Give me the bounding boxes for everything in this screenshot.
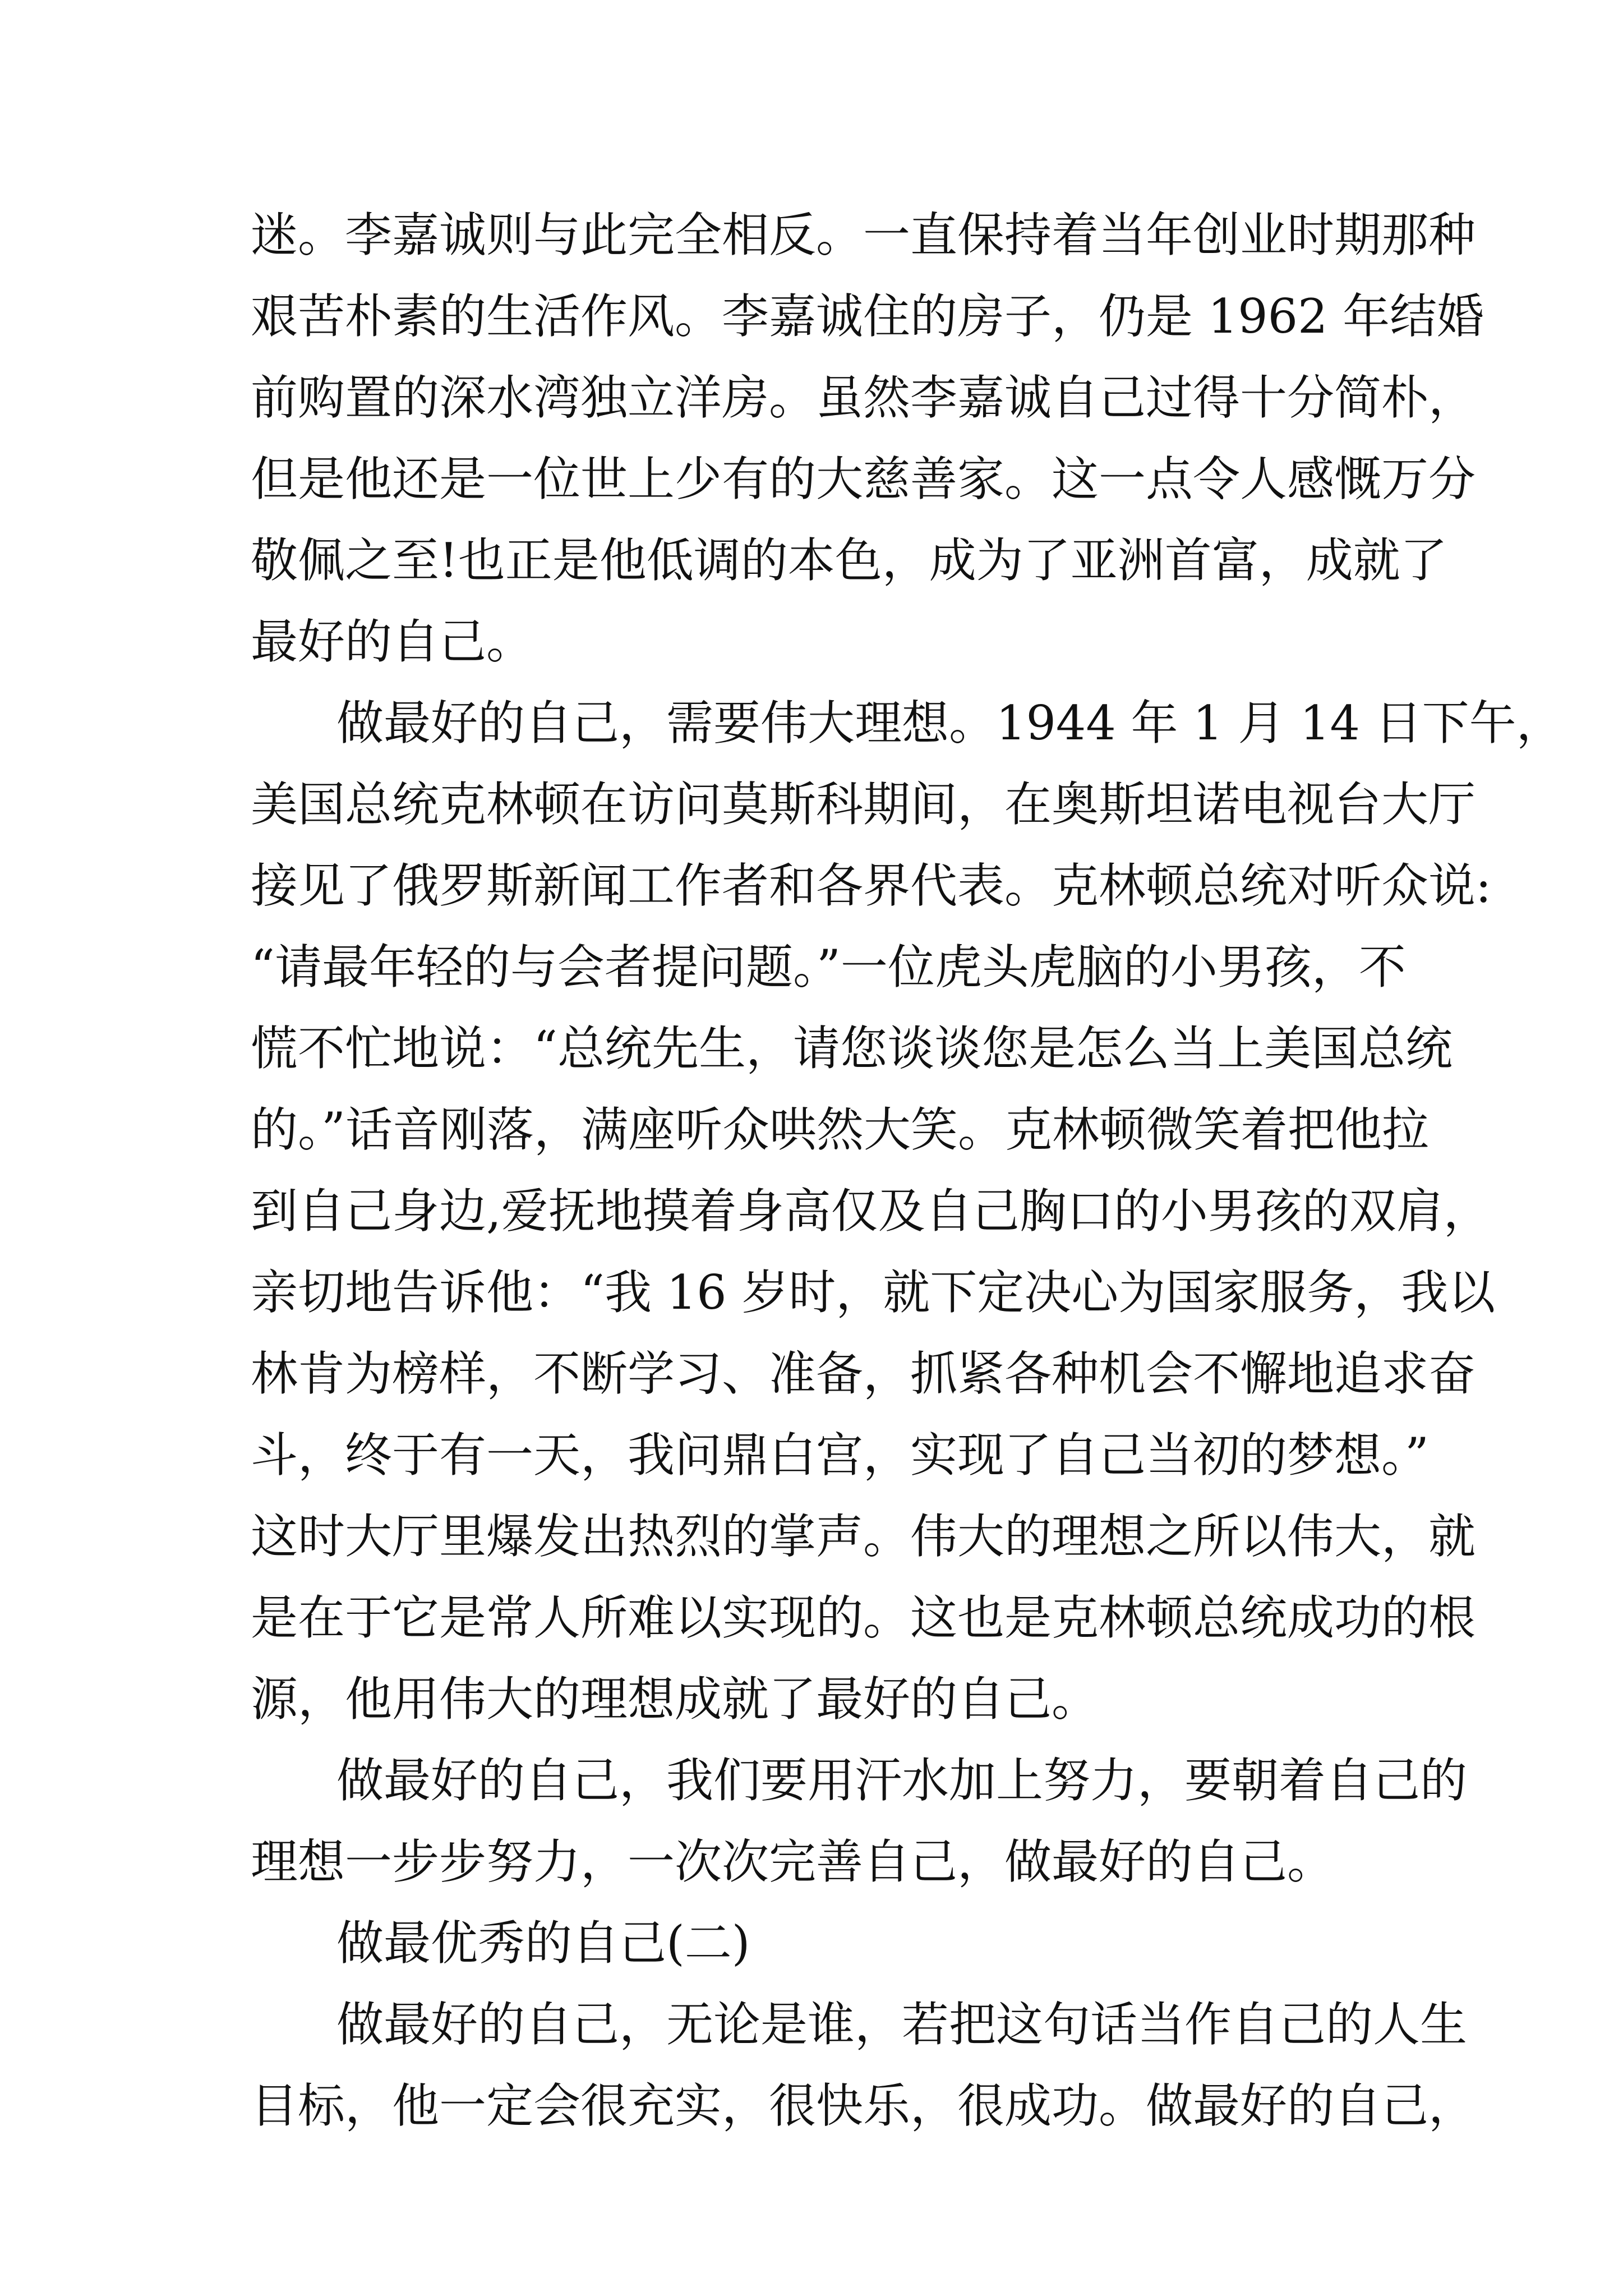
text-line: 的。”话音刚落，满座听众哄然大笑。克林顿微笑着把他拉 bbox=[251, 1102, 1429, 1157]
text-line: 目标，他一定会很充实，很快乐，很成功。做最好的自己， bbox=[251, 2078, 1476, 2133]
text-line: 但是他还是一位世上少有的大慈善家。这一点令人感慨万分 bbox=[251, 452, 1476, 507]
text-line: 到自己身边,爱抚地摸着身高仅及自己胸口的小男孩的双肩， bbox=[251, 1184, 1491, 1239]
section-heading: 做最优秀的自己(二) bbox=[336, 1916, 750, 1971]
text-line: 做最好的自己，我们要用汗水加上努力，要朝着自己的 bbox=[336, 1753, 1468, 1808]
text-line: 做最好的自己，需要伟大理想。1944 年 1 月 14 日下午， bbox=[336, 696, 1564, 751]
text-line: 斗，终于有一天，我问鼎白宫，实现了自己当初的梦想。” bbox=[251, 1428, 1429, 1483]
text-line: 迷。李嘉诚则与此完全相反。一直保持着当年创业时期那种 bbox=[251, 208, 1476, 263]
text-line: 敬佩之至!也正是他低调的本色，成为了亚洲首富，成就了 bbox=[251, 533, 1447, 588]
text-line: 接见了俄罗斯新闻工作者和各界代表。克林顿总统对听众说: bbox=[251, 858, 1492, 913]
text-line: 艰苦朴素的生活作风。李嘉诚住的房子，仍是 1962 年结婚 bbox=[251, 289, 1484, 344]
text-line: 亲切地告诉他：“我 16 岁时，就下定决心为国家服务，我以 bbox=[251, 1265, 1496, 1320]
text-line: 这时大厅里爆发出热烈的掌声。伟大的理想之所以伟大，就 bbox=[251, 1509, 1476, 1564]
text-line: 理想一步步努力，一次次完善自己，做最好的自己。 bbox=[251, 1834, 1335, 1889]
text-line: 最好的自己。 bbox=[251, 614, 534, 669]
text-line: “请最年轻的与会者提问题。”一位虎头虎脑的小男孩，不 bbox=[251, 940, 1406, 995]
text-line: 是在于它是常人所难以实现的。这也是克林顿总统成功的根 bbox=[251, 1590, 1476, 1645]
text-line: 慌不忙地说：“总统先生，请您谈谈您是怎么当上美国总统 bbox=[251, 1021, 1453, 1076]
text-line: 美国总统克林顿在访问莫斯科期间，在奥斯坦诺电视台大厅 bbox=[251, 777, 1476, 832]
text-line: 源，他用伟大的理想成就了最好的自己。 bbox=[251, 1672, 1099, 1727]
text-line: 林肯为榜样，不断学习、准备，抓紧各种机会不懈地追求奋 bbox=[251, 1346, 1476, 1401]
text-line: 前购置的深水湾独立洋房。虽然李嘉诚自己过得十分简朴， bbox=[251, 370, 1476, 425]
text-line: 做最好的自己，无论是谁，若把这句话当作自己的人生 bbox=[336, 1997, 1468, 2052]
